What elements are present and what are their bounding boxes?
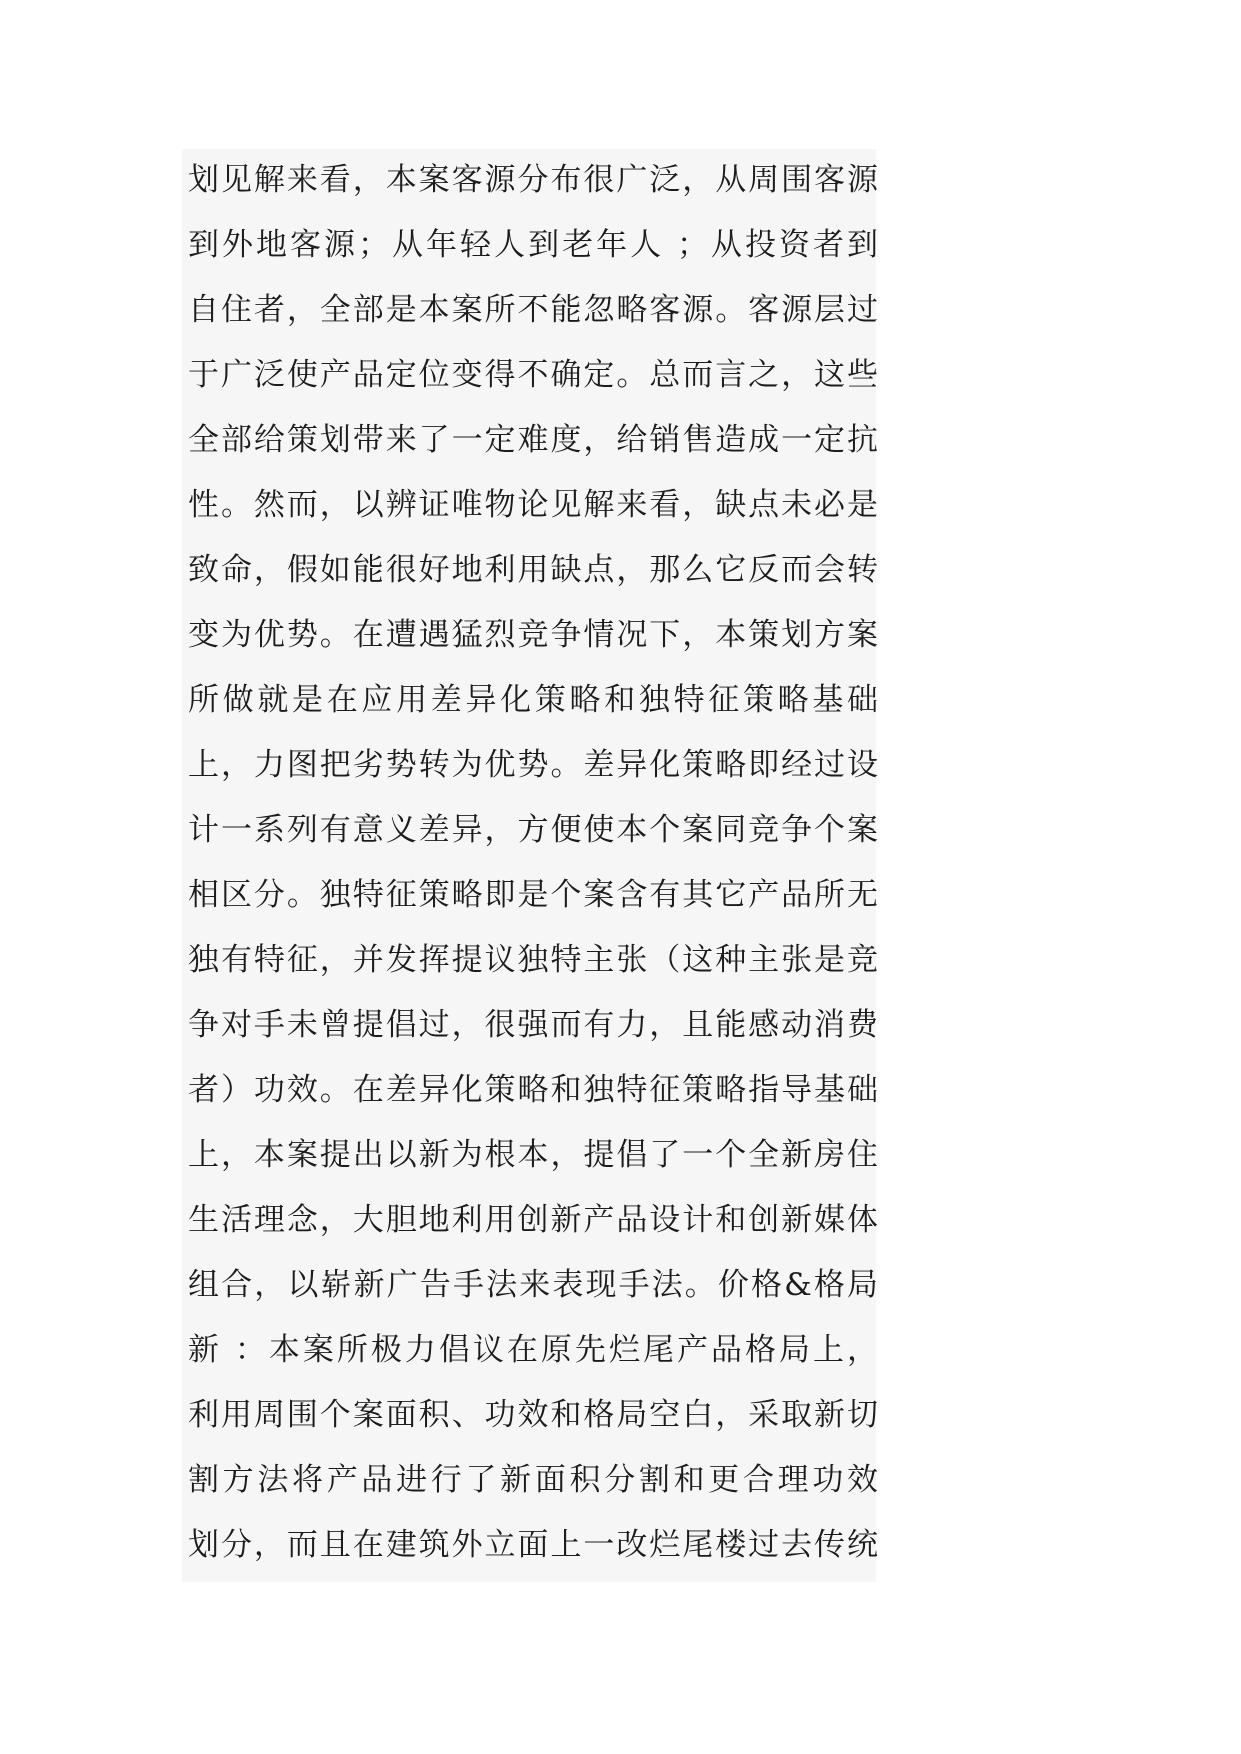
text-line: 划见解来看，本案客源分布很广泛，从周围客源: [188, 162, 878, 198]
text-line: 上，力图把劣势转为优势。差异化策略即经过设: [188, 747, 878, 783]
text-line: 计一系列有意义差异，方便使本个案同竞争个案: [188, 812, 878, 848]
text-line: 致命，假如能很好地利用缺点，那么它反而会转: [188, 552, 878, 588]
text-line: 全部给策划带来了一定难度，给销售造成一定抗: [188, 422, 878, 458]
text-line: 争对手未曾提倡过，很强而有力，且能感动消费: [188, 1007, 878, 1043]
text-line: 生活理念，大胆地利用创新产品设计和创新媒体: [188, 1202, 878, 1238]
text-line: 于广泛使产品定位变得不确定。总而言之，这些: [188, 357, 878, 393]
text-line: 所做就是在应用差异化策略和独特征策略基础: [188, 682, 878, 718]
text-line: 新 ：本案所极力倡议在原先烂尾产品格局上，: [188, 1332, 878, 1368]
text-line: 组合，以崭新广告手法来表现手法。价格&格局: [188, 1267, 878, 1303]
body-text-block: [182, 149, 876, 1582]
text-line: 到外地客源；从年轻人到老年人 ；从投资者到: [188, 227, 878, 263]
text-line: 上，本案提出以新为根本，提倡了一个全新房住: [188, 1137, 878, 1173]
text-line: 变为优势。在遭遇猛烈竞争情况下，本策划方案: [188, 617, 878, 653]
text-line: 划分，而且在建筑外立面上一改烂尾楼过去传统: [188, 1527, 878, 1563]
text-line: 自住者，全部是本案所不能忽略客源。客源层过: [188, 292, 878, 328]
text-line: 割方法将产品进行了新面积分割和更合理功效: [188, 1462, 878, 1498]
text-line: 独有特征，并发挥提议独特主张（这种主张是竞: [188, 942, 878, 978]
text-line: 利用周围个案面积、功效和格局空白，采取新切: [188, 1397, 878, 1433]
text-line: 性。然而，以辨证唯物论见解来看，缺点未必是: [188, 487, 878, 523]
text-line: 相区分。独特征策略即是个案含有其它产品所无: [188, 877, 878, 913]
text-line: 者）功效。在差异化策略和独特征策略指导基础: [188, 1072, 878, 1108]
